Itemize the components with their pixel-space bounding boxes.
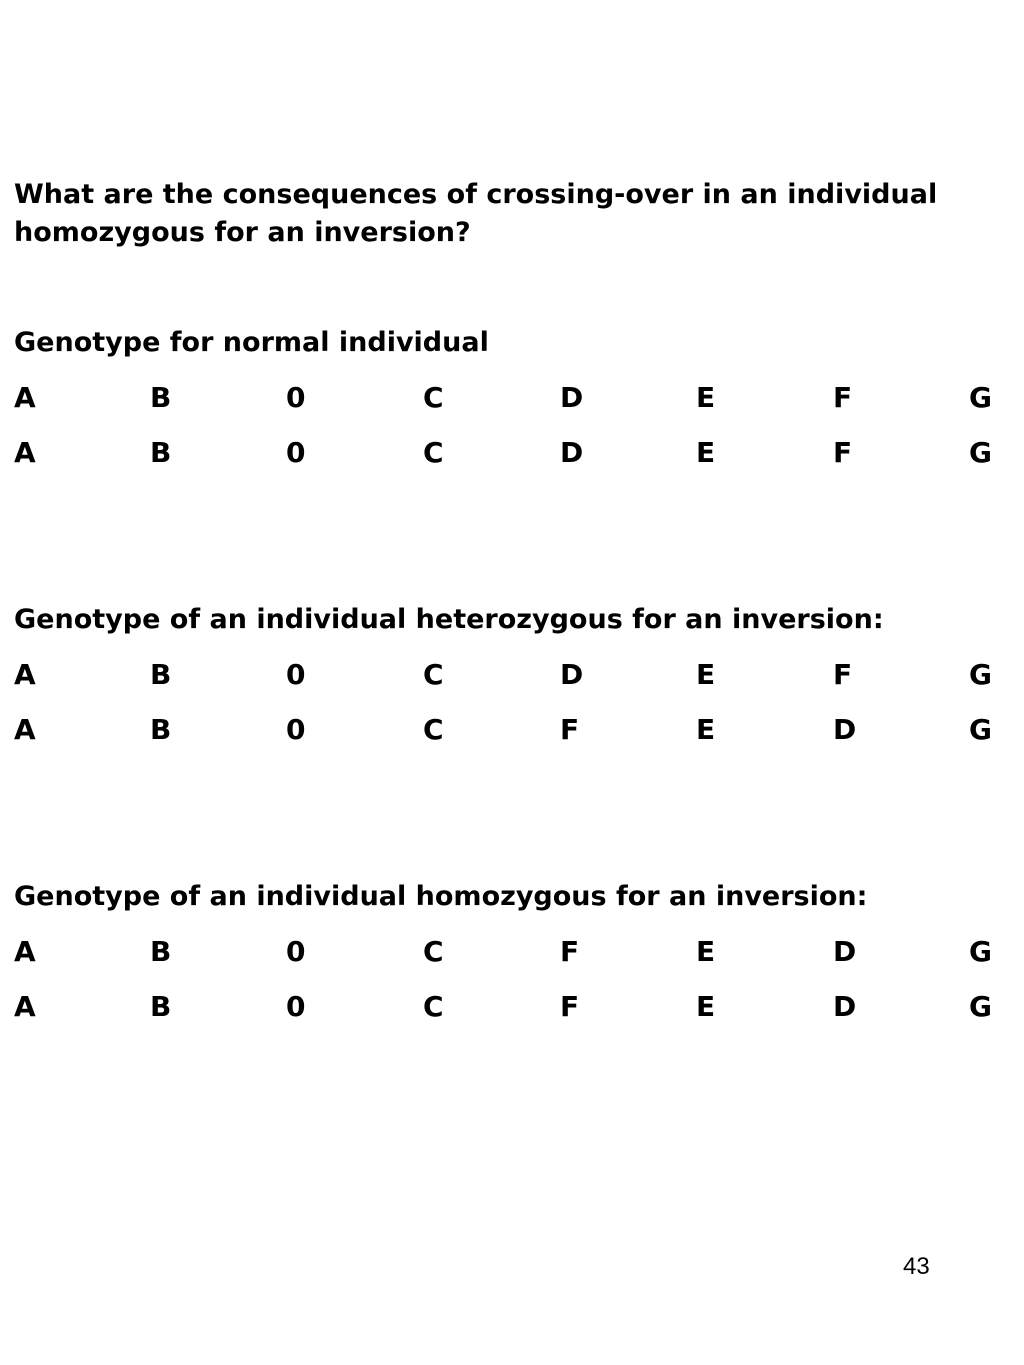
gene-locus: G	[969, 436, 992, 469]
page-number: 43	[903, 1253, 930, 1280]
gene-locus: A	[14, 713, 36, 746]
gene-locus: G	[969, 713, 992, 746]
gene-locus: B	[150, 990, 172, 1023]
gene-locus: G	[969, 658, 992, 691]
gene-locus: 0	[286, 713, 306, 746]
chromosome-row	[0, 655, 1024, 695]
gene-locus: C	[423, 713, 444, 746]
gene-locus: 0	[286, 935, 306, 968]
gene-locus: B	[150, 381, 172, 414]
gene-locus: C	[423, 436, 444, 469]
section-heading: Genotype of an individual homozygous for an inversion:	[14, 881, 868, 912]
gene-locus: G	[969, 381, 992, 414]
gene-locus: B	[150, 935, 172, 968]
gene-locus: D	[560, 658, 584, 691]
gene-locus: G	[969, 935, 992, 968]
chromosome-row	[0, 987, 1024, 1027]
gene-locus: 0	[286, 990, 306, 1023]
gene-locus: E	[696, 990, 716, 1023]
chromosome-row	[0, 932, 1024, 972]
gene-locus: A	[14, 935, 36, 968]
gene-locus: C	[423, 381, 444, 414]
gene-locus: 0	[286, 436, 306, 469]
gene-locus: E	[696, 935, 716, 968]
gene-locus: B	[150, 436, 172, 469]
gene-locus: D	[833, 935, 857, 968]
question-text: What are the consequences of crossing-over in an individual homozygous for an inversion?	[14, 179, 938, 248]
gene-locus: F	[560, 713, 580, 746]
gene-locus: E	[696, 381, 716, 414]
gene-locus: C	[423, 935, 444, 968]
gene-locus: D	[560, 381, 584, 414]
gene-locus: B	[150, 713, 172, 746]
gene-locus: C	[423, 658, 444, 691]
gene-locus: A	[14, 436, 36, 469]
chromosome-row	[0, 710, 1024, 750]
gene-locus: A	[14, 381, 36, 414]
gene-locus: D	[833, 713, 857, 746]
section-heading: Genotype of an individual heterozygous for an inversion:	[14, 604, 884, 635]
chromosome-row	[0, 433, 1024, 473]
gene-locus: C	[423, 990, 444, 1023]
gene-locus: A	[14, 658, 36, 691]
gene-locus: 0	[286, 658, 306, 691]
section-heading: Genotype for normal individual	[14, 327, 489, 358]
gene-locus: B	[150, 658, 172, 691]
gene-locus: D	[560, 436, 584, 469]
gene-locus: E	[696, 658, 716, 691]
gene-locus: E	[696, 436, 716, 469]
gene-locus: F	[833, 436, 853, 469]
gene-locus: 0	[286, 381, 306, 414]
chromosome-row	[0, 378, 1024, 418]
gene-locus: F	[560, 935, 580, 968]
gene-locus: F	[833, 658, 853, 691]
gene-locus: E	[696, 713, 716, 746]
gene-locus: G	[969, 990, 992, 1023]
gene-locus: F	[560, 990, 580, 1023]
gene-locus: A	[14, 990, 36, 1023]
gene-locus: D	[833, 990, 857, 1023]
gene-locus: F	[833, 381, 853, 414]
